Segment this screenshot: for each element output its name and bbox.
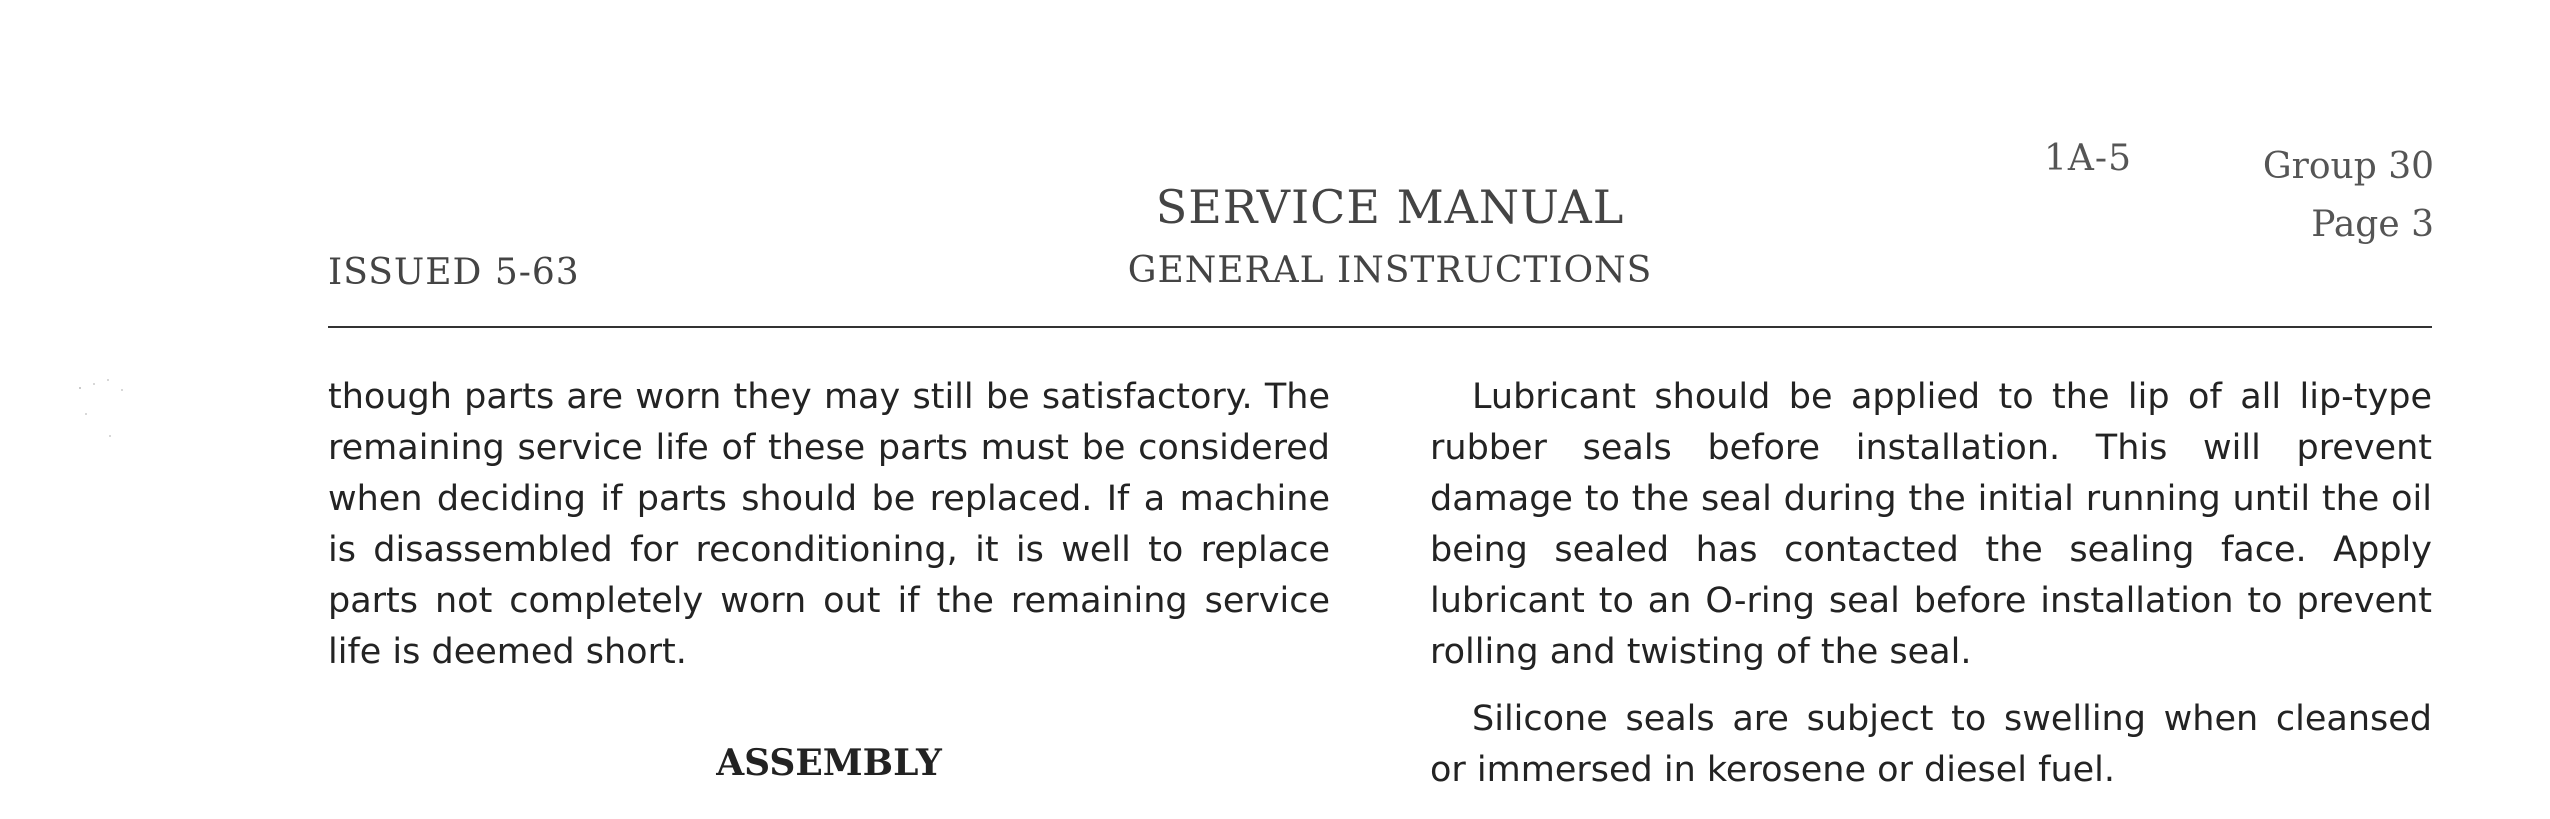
scan-speck-marks: [70, 370, 130, 450]
group-number: Group 30: [2262, 146, 2434, 187]
page-subtitle: GENERAL INSTRUCTIONS: [1127, 250, 1653, 291]
right-paragraph-2: Silicone seals are subject to swelling when cleansed or immersed in kerosene or diesel fuel.: [1430, 699, 2432, 790]
page-title: SERVICE MANUAL: [1155, 180, 1625, 234]
section-heading-assembly: ASSEMBLY: [716, 742, 942, 784]
left-paragraph: though parts are worn they may still be satisfactory. The remaining service life of these parts must be considered when deciding if parts should be replaced. If a machine is disassembled for reconditioning, it is well to replace parts not completely worn out if the remaining service life is deemed short.: [328, 377, 1330, 672]
page-number: Page 3: [2311, 204, 2434, 245]
right-column: [1430, 372, 2432, 796]
section-code: 1A-5: [2044, 138, 2132, 179]
left-column: [328, 372, 1330, 678]
issued-date: ISSUED 5-63: [328, 252, 580, 293]
group-page-block: [2263, 138, 2434, 254]
right-paragraph-1: Lubricant should be applied to the lip of all lip-type rubber seals before installation. This will prevent damage to the seal during the initial running until the oil being sealed has contacted the sealing face. Apply lubricant to an O-ring seal before installation to prevent rolling and twisting of the seal.: [1430, 377, 2432, 672]
header-divider: [328, 326, 2432, 328]
